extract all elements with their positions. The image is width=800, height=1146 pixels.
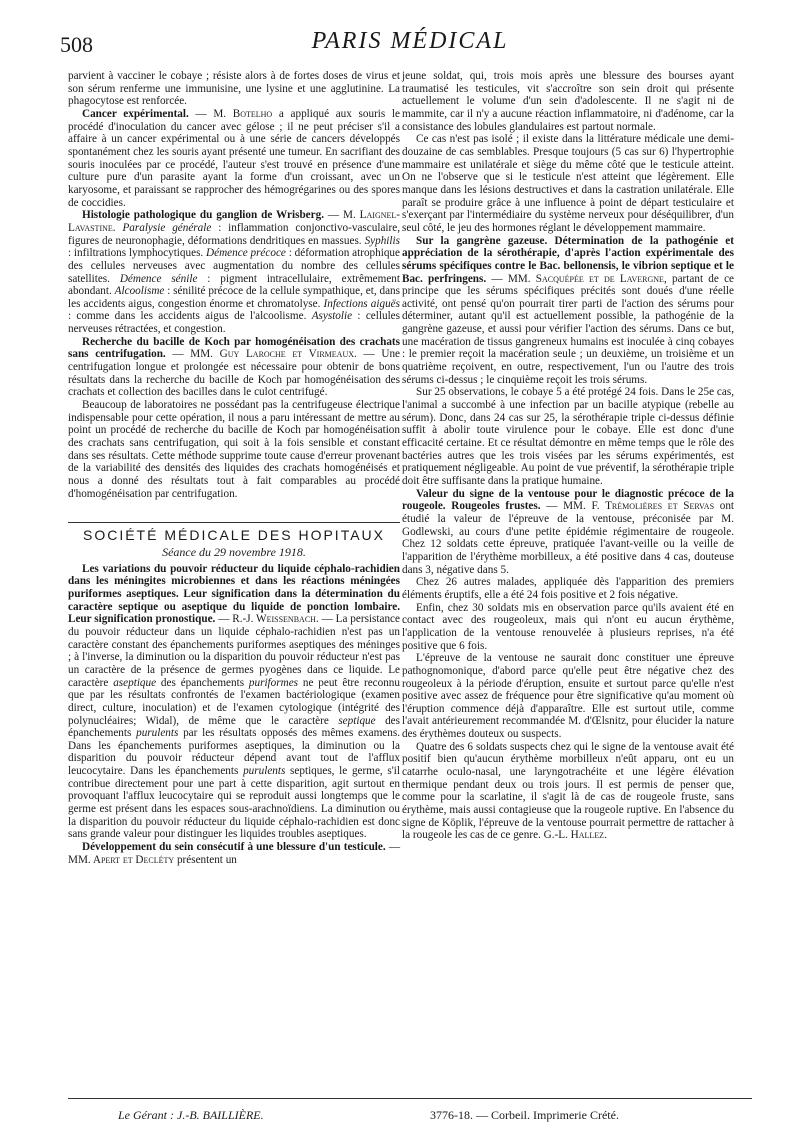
term: Infections aiguës <box>323 297 401 310</box>
paragraph-text: ont étudié la valeur de l'épreuve de la ventouse, préconisée par M. Godlewski, au cours d'une petite épidémie régimentaire de rougeole. Chez 12 soldats cette épreuve, pratiquée l'avant-veille ou la veille de l'apparition de l'érythème morbilleux, a été positive dans 4 cas, douteuse dans 3, négative dans 5. <box>402 500 735 576</box>
section-title: Sur la gangrène gazeuse. Détermination de la pathogénie et appréciation de la sérothérapie, d'après l'action expérimentale des sérums spécifiques contre le Bac. bellonensis, le vibrion septique et le Bac. perfringens. <box>402 234 734 285</box>
paragraph-wrisberg <box>68 209 400 336</box>
section-title: Histologie pathologique du ganglion de Wrisberg. <box>82 209 324 222</box>
footer-rule <box>68 1098 752 1099</box>
paragraph-text: : déformation atrophique des cellules nerveuses avec augmentation du nombre des cellules satellites. <box>68 247 400 285</box>
paragraph-text: — Une centrifugation longue et prolongée est nécessaire pour obtenir de bons résultats dans la recherche du bacille de Koch par homogénéisation des crachats et collection des bacilles dans le culot centrifugé. <box>68 348 401 399</box>
author: — MM. F. Trémolières et Servas <box>546 500 715 513</box>
term: septique <box>338 714 376 727</box>
term: Démence sénile <box>119 272 198 285</box>
paragraph-text: des épanchements <box>156 676 249 689</box>
paragraph-text: : infiltrations lymphocytiques. <box>68 247 207 260</box>
author: — M. Laignel-Lavastine. <box>68 209 401 234</box>
paragraph: L'épreuve de la ventouse ne saurait donc constituer une épreuve pathognomonique, d'abord parce qu'elle peut être négative chez des rougeoleux à la période d'éruption, ensuite et surtout parce qu'elle n'est positive avec assez de fréquence pour être significative qu'au moment où l'éruption commence déjà d'apparaître. Elle est surtout utile, comme l'avait antérieurement recommandée M. d'Œlsnitz, pour élucider la nature des érythèmes douteux ou suspects. <box>402 652 734 741</box>
section-title: Valeur du signe de la ventouse pour le diagnostic précoce de la rougeole. Rougeoles frustes. <box>402 487 734 513</box>
paragraph-koch <box>68 336 400 399</box>
term: aseptique <box>113 676 157 689</box>
term: purulents <box>136 727 179 740</box>
paragraph-text: : sénilité précoce de la cellule sympathique, et, dans les accidents aigus, congestion énorme et chromatolyse. <box>68 285 400 310</box>
paragraph-weissenbach <box>68 563 400 841</box>
paragraph: parvient à vacciner le cobaye ; résiste alors à de fortes doses de virus et son sérum renferme une immunisine, une lysine et une agglutinine. La phagocytose est renforcée. <box>68 70 400 108</box>
paragraph: Beaucoup de laboratoires ne possédant pas la centrifugeuse électrique indispensable pour cette opération, il nous a paru intéressant de mettre au point un procédé de recherche du bacille de Koch par homogénéisation des crachats sans centrifugation, qui soit à la fois sensible et constant dans ses résultats. Cette méthode supprime toute cause d'erreur provenant de la variabilité des densités des liquides des crachats homogénéisés et nous a donné des résultats tout à fait comparables au procédé d'homogénéisation par centrifugation. <box>68 399 400 500</box>
paragraph-text: Quatre des 6 soldats suspects chez qui le signe de la ventouse avait été positif bien qu'aucun érythème morbilleux n'eût apparu, ont eu un catarrhe oculo-nasal, une laryngotrachéite et une légère élévation thermique pendant deux ou trois jours. Il est permis de penser que, comme pour la scarlatine, il s'agit là de cas de rougeole fruste, sans érythème, mais aussi contagieuse que la rougeole ruptive. En l'absence du signe de Köplik, l'épreuve de la ventouse pourrait permettre de rattacher à la rougeole les cas de ce genre. <box>402 740 734 842</box>
society-heading: SOCIÉTÉ MÉDICALE DES HOPITAUX <box>68 522 400 542</box>
author: — M. Botelho <box>195 107 273 120</box>
paragraph-text: ne peut être reconnu que par les résultats confrontés de l'examen bactériologique (examen direct, culture, inoculation) et de l'examen cytologique (intégrité des polynucléaires; Widal), de même que le caractère <box>68 676 400 727</box>
paragraph-text: par les résultats opposés des mêmes examens. Dans les épanchements puriformes aseptiques, la diminution ou la disparition du pouvoir réducteur dépend avant tout de l'afflux leucocytaire. Dans les épanchements <box>68 727 400 778</box>
term: purulents <box>243 765 286 778</box>
term: Démence précoce <box>206 247 286 260</box>
paragraph-ventouse <box>402 488 734 577</box>
paragraph-text: : inflammation conjonctivo-vasculaire, figures de neuronophagie, déformations dendritiques en massues. <box>68 221 401 247</box>
paragraph-text: septiques, le germe, s'il contribue directement pour une part à cette disparition, agit surtout en provoquant l'afflux leucocytaire qui se reproduit aussi longtemps que le germe est présent dans les espaces sous-arachnoïdiens. La diminution ou la disparition du pouvoir réducteur du liquide céphalo-rachidien est donc sans grande valeur pour distinguer les liquides troubles aseptiques. <box>68 765 401 841</box>
paragraph-text: des épanchements <box>68 714 400 740</box>
term: Syphilis <box>364 234 400 247</box>
paragraph: Ce cas n'est pas isolé ; il existe dans la littérature médicale une demi-douzaine de cas semblables. Presque toujours (5 cas sur 6) l'hypertrophie mammaire est unilatérale et siège du même côté que le testicule atteint. On ne l'observe que si le testicule n'est atteint que légèrement. Elle manque dans les lésions destructives et dans la castration unilatérale. Elle paraît se produire grâce à une influence à point de départ testiculaire et s'exerçant par l'intermédiaire du système nerveux pour déséquilibrer, d'un seul côté, le jeu des hormones réglant le développement mammaire. <box>402 133 734 234</box>
paragraph-apert <box>68 841 400 866</box>
paragraph-text: présentent un <box>174 853 237 866</box>
journal-page <box>60 0 760 1146</box>
author: — MM. Guy Laroche et Virmeaux. <box>172 348 357 361</box>
term: puriformes <box>248 676 299 689</box>
paragraph: Chez 26 autres malades, appliquée dès l'apparition des premiers éléments éruptifs, elle a été 24 fois positive et 2 fois négative. <box>402 576 734 601</box>
paragraph-text: — La persistance du pouvoir réducteur dans un liquide céphalo-rachidien n'est pas un caractère constant des épanchements puriformes aseptiques des méninges ; à l'inverse, la diminution ou la disparition du pouvoir réducteur n'est pas un caractère de la présence de germes pyogènes dans ce liquide. Le caractère <box>68 613 400 689</box>
left-column <box>68 70 400 866</box>
term: Asystolie <box>311 310 353 323</box>
paragraph: Sur 25 observations, le cobaye 5 a été protégé 24 fois. Dans le 25e cas, l'animal a succombé à une infection par un bacille atypique (rebelle au sérum). Donc, dans 24 cas sur 25, la sérothérapie triple ci-dessus définie suffit à abolir toute virulence pour le cobaye. Elle est donc d'une efficacité certaine. Et ce résultat démontre en même temps que le rôle des bactéries autres que les trois visées par les sérums expérimentés, est pratiquement négligeable. Au point de vue préventif, la sérothérapie triple doit être suffisante dans la pratique humaine. <box>402 386 734 487</box>
paragraph-gangrene <box>402 235 734 387</box>
page-header <box>60 26 760 62</box>
page-number: 508 <box>60 32 93 57</box>
paragraph: Enfin, chez 30 soldats mis en observation parce qu'ils avaient été en contact avec des rougeoleux, mais qui n'ont eu aucun érythème, l'application de la ventouse renouvelée à plusieurs reprises, n'a été positive que 6 fois. <box>402 601 734 652</box>
seance-date: Séance du 29 novembre 1918. <box>162 544 306 559</box>
author: — MM. Apert et Decléty <box>68 841 400 866</box>
section-title: Cancer expérimental. <box>82 107 189 120</box>
running-title: PARIS MÉDICAL <box>311 28 509 54</box>
publisher-gerant: Le Gérant : J.-B. BAILLIÈRE. <box>118 1108 264 1122</box>
paragraph-text: partant de ce principe que les sérums spécifiques précités sont doués d'une réelle activité, ont pensé qu'on pourrait tirer parti de l'action des sérums pour déterminer, autant qu'il est actuellement possible, la pathogénie de la gangrène gazeuse, et aussi pour vérifier l'action des sérums. Dans ce but, une macération de tissus gangreneux humains est inoculée à cinq cobayes : le premier reçoit la macération seule ; un deuxième, un troisième et un quatrième reçoivent, en outre, respectivement, l'un ou l'autre des trois sérums ci-dessus ; le cinquième reçoit les trois sérums. <box>402 272 735 386</box>
right-column <box>402 70 734 842</box>
paragraph-text: a appliqué aux souris le procédé d'inoculation du cancer avec gélose ; il ne peut préciser s'il a affaire à un cancer expérimental ou à une série de cancers développés spontanément chez les souris ayant présenté une tumeur. En sacrifiant des souris inoculées par ce procédé, l'auteur s'est trouvé en présence d'une culture pure d'un parasite ayant la forme d'un croissant, avec un karyosome, et paraissant se rapprocher des hémogrégarines ou des spores de coccidies. <box>68 107 400 209</box>
section-title: Les variations du pouvoir réducteur du liquide céphalo-rachidien dans les méningites microbiennes et dans les réactions méningées puriformes aseptiques. Leur signification dans la détermination du caractère septique ou aseptique du liquide de ponction lombaire. Leur signification pronostique. <box>68 562 400 626</box>
paragraph: jeune soldat, qui, trois mois après une blessure des bourses ayant traumatisé les testicules, vit s'accroître son sein droit qui présente actuellement le volume d'un sein d'adolescente. Il ne s'agit ni de mammite, car il n'y a aucune réaction inflammatoire, ni d'adénome, car la consistance des lobules glandulaires est partout normale. <box>402 70 734 133</box>
paragraph-text: : pigment intracellulaire, extrêmement abondant. <box>68 272 400 298</box>
term: Paralysie générale <box>122 221 212 234</box>
printer-line: 3776-18. — Corbeil. Imprimerie Crété. <box>430 1108 619 1122</box>
paragraph-text: : cellules nerveuses rétractées, et congestion. <box>68 310 401 336</box>
paragraph-cancer <box>68 108 400 209</box>
section-title: Développement du sein consécutif à une blessure d'un testicule. <box>82 841 386 854</box>
page-footer <box>60 1108 760 1128</box>
term: Alcoolisme <box>114 285 165 298</box>
paragraph-text: : comme dans les accidents aigus de l'alcoolisme. <box>68 310 312 323</box>
author: — MM. Sacquépée et de Lavergne, <box>491 272 667 285</box>
author: — R.-J. Weissenbach. <box>218 613 319 626</box>
paragraph-last <box>402 741 734 842</box>
section-title: Recherche du bacille de Koch par homogénéisation des crachats sans centrifugation. <box>68 335 400 361</box>
signature: G.-L. Hallez. <box>543 829 607 842</box>
